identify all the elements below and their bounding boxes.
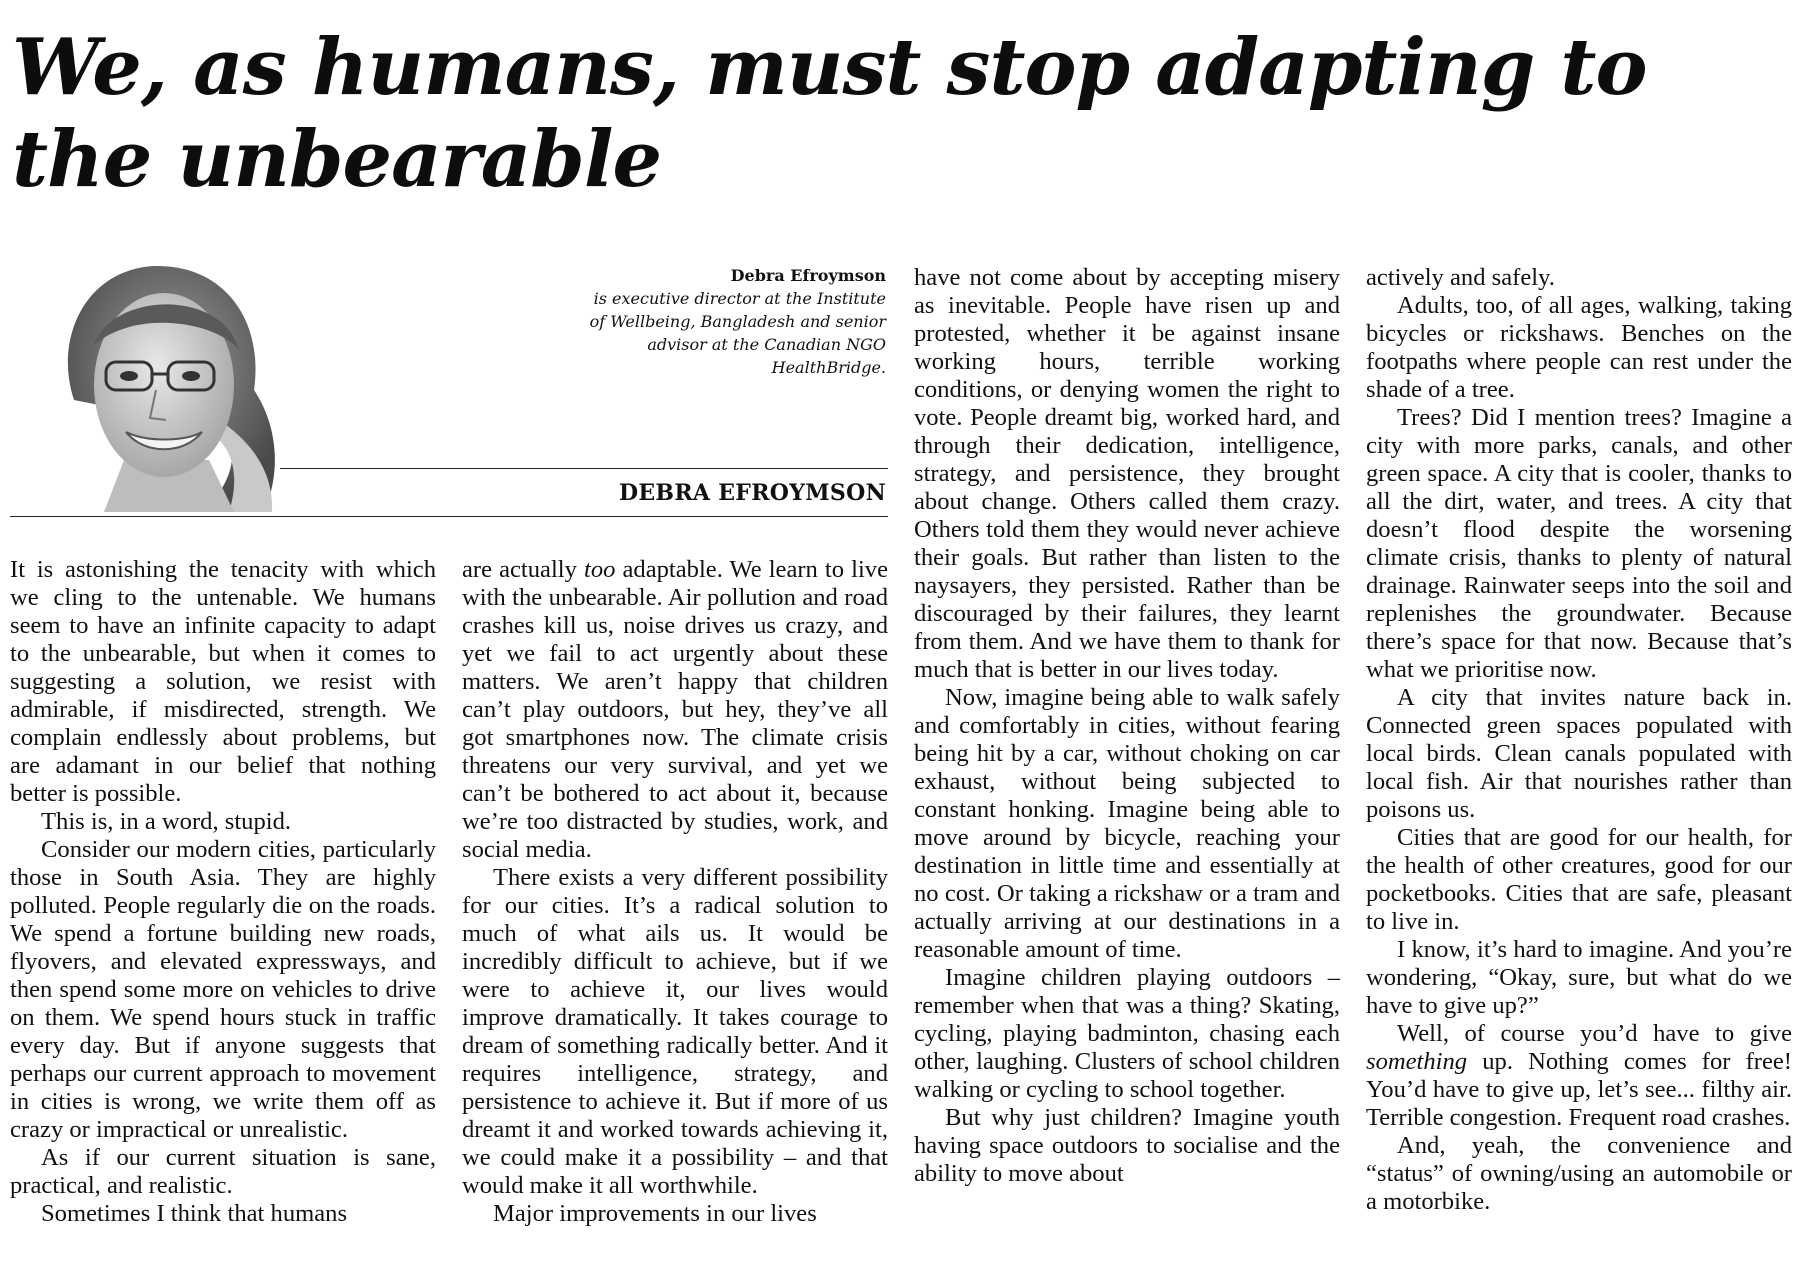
paragraph: Now, imagine being able to walk safely and comfortably in cities, without fearing being hit by a car, without choking on car exhaust, without being subjected to constant honking. Imagine being able to move around by bicycle, reaching your destination in little time and essentially at no cost. Or taking a rickshaw or a tram and actually arriving at our destinations in a reasonable amount of time. bbox=[914, 684, 1340, 963]
paragraph: As if our current situation is sane, practical, and realistic. bbox=[10, 1144, 436, 1199]
article-column-2 bbox=[462, 556, 888, 1228]
paragraph: This is, in a word, stupid. bbox=[41, 808, 292, 835]
author-bio bbox=[586, 264, 886, 379]
paragraph: It is astonishing the tenacity with which we cling to the untenable. We humans seem to have an infinite capacity to adapt to the unbearable, but when it comes to suggesting a solution, we resist with admirable, if misdirected, strength. We complain endlessly about problems, but are adamant in our belief that nothing better is possible. bbox=[10, 556, 436, 807]
paragraph bbox=[1366, 1020, 1792, 1132]
paragraph: Major improvements in our lives bbox=[493, 1200, 817, 1227]
paragraph: And, yeah, the convenience and “status” of owning/using an automobile or a motorbike. bbox=[1366, 1132, 1792, 1215]
author-block bbox=[10, 250, 888, 518]
paragraph: Consider our modern cities, particularly those in South Asia. They are highly polluted. People regularly die on the roads. We spend a fortune building new roads, flyovers, and elevated expressways, and then spend some more on vehicles to drive on them. We spend hours stuck in traffic every day. But if anyone suggests that perhaps our current approach to movement in cities is wrong, we write them off as crazy or impractical or unrealistic. bbox=[10, 836, 436, 1143]
paragraph-text: are actually bbox=[462, 556, 584, 583]
paragraph: Sometimes I think that humans bbox=[41, 1200, 348, 1227]
byline: DEBRA EFROYMSON bbox=[618, 480, 886, 506]
paragraph: A city that invites nature back in. Connected green spaces populated with local birds. Clean canals populated with local fish. Air that nourishes rather than poisons us. bbox=[1366, 684, 1792, 823]
article-column-4 bbox=[1366, 264, 1792, 1216]
paragraph: But why just children? Imagine youth having space outdoors to socialise and the ability to move about bbox=[914, 1104, 1340, 1187]
paragraph: There exists a very different possibility for our cities. It’s a radical solution to much of what ails us. It would be incredibly difficult to achieve, but if we were to achieve it, our lives would improve dramatically. It takes courage to dream of something radically better. And it requires intelligence, strategy, and persistence to achieve it. But if more of us dreamt it and worked towards achieving it, we could make it a possibility – and that would make it all worthwhile. bbox=[462, 864, 888, 1199]
byline-rule-top bbox=[280, 468, 888, 469]
paragraph: Trees? Did I mention trees? Imagine a city with more parks, canals, and other green space. A city that is cooler, thanks to all the dirt, water, and trees. A city that doesn’t flood despite the worsening climate crisis, thanks to plenty of natural drainage. Rainwater seeps into the soil and replenishes the groundwater. Because there’s space for that now. Because that’s what we prioritise now. bbox=[1366, 404, 1792, 683]
author-portrait bbox=[34, 250, 296, 516]
article-column-3 bbox=[914, 264, 1340, 1188]
paragraph: I know, it’s hard to imagine. And you’re wondering, “Okay, sure, but what do we have to give up?” bbox=[1366, 936, 1792, 1019]
headline: We, as humans, must stop adapting to the unbearable bbox=[12, 22, 1647, 205]
article-column-1 bbox=[10, 556, 436, 1228]
paragraph-text: Well, of course you’d have to give bbox=[1397, 1020, 1792, 1047]
paragraph: Imagine children playing outdoors – remember when that was a thing? Skating, cycling, playing badminton, chasing each other, laughing. Clusters of school children walking or cycling to school together. bbox=[914, 964, 1340, 1103]
paragraph: Adults, too, of all ages, walking, taking bicycles or rickshaws. Benches on the footpaths where people can rest under the shade of a tree. bbox=[1366, 292, 1792, 403]
author-description: is executive director at the Institute of Wellbeing, Bangladesh and senior advisor at the Canadian NGO HealthBridge. bbox=[589, 289, 886, 377]
author-name: Debra Efroymson bbox=[730, 266, 886, 285]
emphasis: something bbox=[1366, 1048, 1468, 1075]
paragraph-text: up. Nothing comes for free! You’d have to give up, let’s see... filthy air. Terrible congestion. Frequent road crashes. bbox=[1366, 1048, 1792, 1131]
emphasis: too bbox=[584, 556, 616, 583]
paragraph-text: adaptable. We learn to live with the unbearable. Air pollution and road crashes kill us, noise drives us crazy, and yet we fail to act urgently about these matters. We aren’t happy that children can’t play outdoors, but hey, they’ve all got smartphones now. The climate crisis threatens our very survival, and yet we can’t be bothered to act about it, because we’re too distracted by studies, work, and social media. bbox=[462, 556, 888, 863]
paragraph: actively and safely. bbox=[1366, 264, 1555, 291]
byline-rule-bottom bbox=[10, 516, 888, 517]
paragraph: have not come about by accepting misery as inevitable. People have risen up and protested, whether it be against insane working hours, terrible working conditions, or denying women the right to vote. People dreamt big, worked hard, and through their dedication, intelligence, strategy, and persistence, they brought about change. Others called them crazy. Others told them they would never achieve their goals. But rather than listen to the naysayers, they persisted. Rather than be discouraged by their failures, they learnt from them. And we have them to thank for much that is better in our lives today. bbox=[914, 264, 1340, 683]
paragraph: Cities that are good for our health, for the health of other creatures, good for our pocketbooks. Cities that are safe, pleasant to live in. bbox=[1366, 824, 1792, 935]
paragraph bbox=[462, 556, 888, 864]
